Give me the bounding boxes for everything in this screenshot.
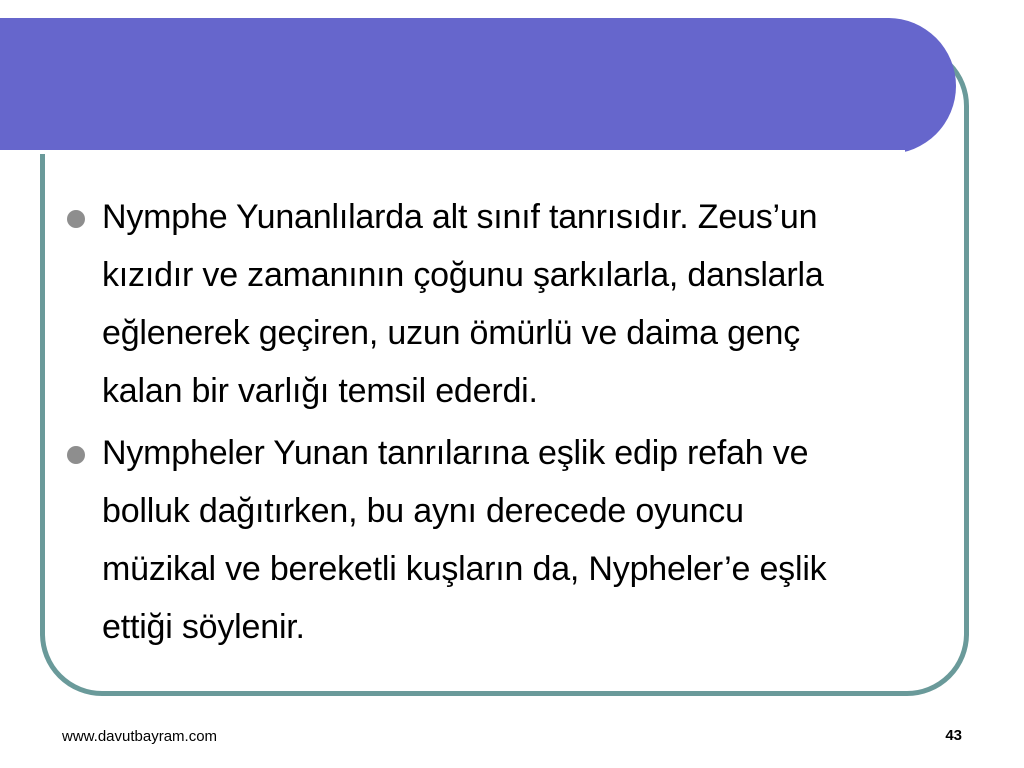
bullet-line: Nymphe Yunanlılarda alt sınıf tanrısıdır. Zeus’un xyxy=(102,198,818,236)
bullet-line: bolluk dağıtırken, bu aynı derecede oyuncu xyxy=(102,492,744,530)
bullet-line: ettiği söylenir. xyxy=(102,608,305,646)
bullet-line: Nympheler Yunan tanrılarına eşlik edip refah ve xyxy=(102,434,809,472)
bullet-line: kızıdır ve zamanının çoğunu şarkılarla, danslarla xyxy=(102,256,824,294)
bullet-dot-icon xyxy=(67,446,85,464)
page-number: 43 xyxy=(945,727,962,744)
bullet-text-1 xyxy=(102,188,962,420)
title-underline xyxy=(0,150,905,154)
bullet-line: müzikal ve bereketli kuşların da, Nypheler’e eşlik xyxy=(102,550,827,588)
bullet-line: kalan bir varlığı temsil ederdi. xyxy=(102,372,538,410)
title-band xyxy=(0,18,956,154)
bullet-item-1 xyxy=(62,188,962,420)
bullet-dot-icon xyxy=(67,210,85,228)
bullet-text-2 xyxy=(102,424,962,656)
bullet-line: eğlenerek geçiren, uzun ömürlü ve daima genç xyxy=(102,314,801,352)
footer-url[interactable]: www.davutbayram.com xyxy=(62,728,218,745)
bullet-item-2 xyxy=(62,424,962,656)
slide-content xyxy=(62,188,962,660)
